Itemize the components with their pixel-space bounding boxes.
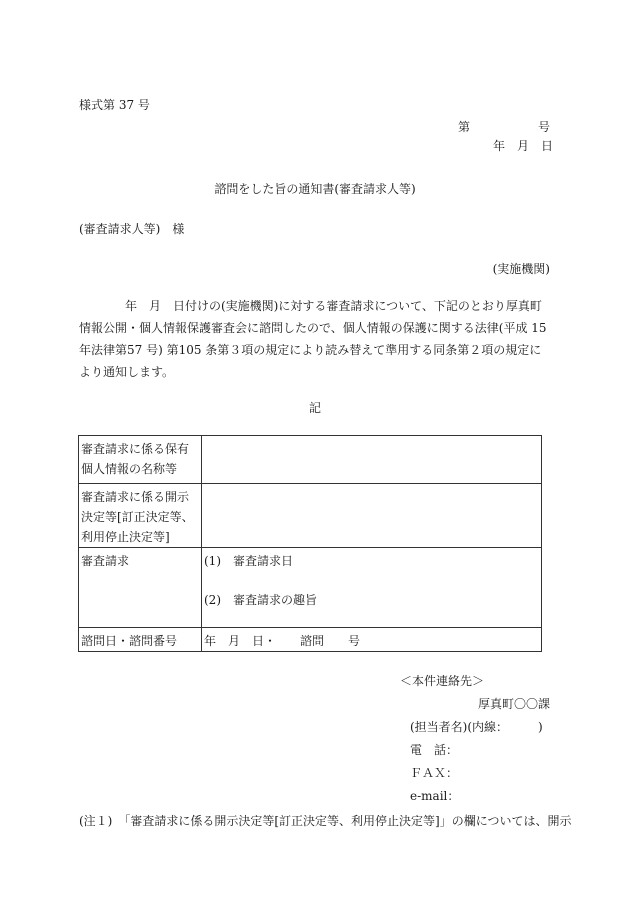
recipient: (審査請求人等) 様 — [79, 222, 185, 236]
table-label: 諮問日・諮問番号 — [79, 628, 202, 652]
contact-block — [400, 670, 550, 808]
table-value: 年 月 日・ 諮問 号 — [202, 628, 542, 652]
ki-heading: 記 — [308, 401, 321, 415]
table-value — [202, 548, 542, 628]
table-row — [79, 484, 542, 548]
info-table — [78, 435, 542, 652]
footnote: (注１) 「審査請求に係る開示決定等[訂正決定等、利用停止決定等]」の欄については、開示 — [79, 814, 572, 828]
contact-department: 厚真町〇〇課 — [477, 697, 550, 711]
contact-fax: ＦＡＸ： — [410, 766, 459, 780]
sender: (実施機関) — [492, 262, 550, 276]
document-date: 年 月 日 — [493, 139, 554, 153]
table-row — [79, 436, 542, 484]
table-row — [79, 628, 542, 652]
document-title: 諮問をした旨の通知書(審査請求人等) — [214, 182, 416, 196]
body-paragraph: 年 月 日付けの(実施機関)に対する審査請求について、下記のとおり厚真町情報公開・個人情報保護審査会に諮問したので、個人情報の保護に関する法律(平成 15 年法律第57 号) 第105 条第３項の規定により読み替えて準用する同条第２項の規定により通知します。 — [79, 299, 547, 379]
form-number: 様式第 37 号 — [79, 98, 150, 112]
table-label: 審査請求に係る保有個人情報の名称等 — [79, 436, 202, 484]
table-value — [202, 436, 542, 484]
contact-person: (担当者名)(内線： ) — [410, 720, 543, 734]
review-request-date: (1) 審査請求日 — [204, 554, 293, 568]
document-number-suffix: 号 — [537, 120, 550, 134]
contact-email: e-mail： — [410, 789, 460, 803]
table-row — [79, 548, 542, 628]
table-value — [202, 484, 542, 548]
review-request-purpose: (2) 審査請求の趣旨 — [204, 593, 317, 607]
contact-heading: ＜本件連絡先＞ — [400, 674, 485, 688]
table-label: 審査請求 — [79, 548, 202, 628]
document-number-prefix: 第 — [458, 120, 471, 134]
contact-phone: 電 話： — [410, 743, 459, 757]
table-label: 審査請求に係る開示決定等[訂正決定等、利用停止決定等] — [79, 484, 202, 548]
